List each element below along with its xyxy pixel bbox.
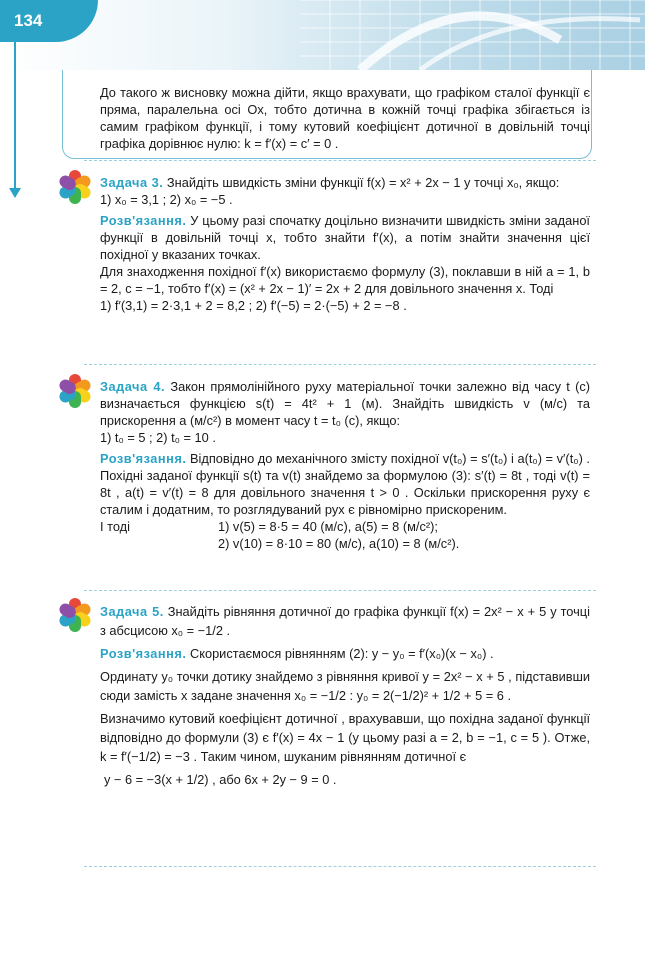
task3-condition: Знайдіть швидкість зміни функції f(x) = x² + 2x − 1 у точці x₀, якщо: (166, 175, 560, 190)
task4-section (100, 378, 590, 552)
task3-solution-p1: У цьому разі спочатку доцільно визначити швидкість зміни заданої функції в довільній точці x, тобто знайти f′(x), а потім знайти значення цієї похідної у вказаних точках. (100, 213, 590, 262)
divider (84, 866, 596, 867)
intro-section (100, 84, 590, 152)
task3-cases: 1) x₀ = 3,1 ; 2) x₀ = −5 . (100, 192, 233, 207)
task4-solution-p1: Відповідно до механічного змісту похідної v(t₀) = s′(t₀) і a(t₀) = v′(t₀) . Похідні заданої функції s(t) та v(t) знайдемо за формулою (3): s′(t) = 8t , тоді v(t) = 8t , a(t) = v′(t) = 8 для довільного значення t > 0 . Оскільки прискорення руху є сталим і додатним, то розглядуваний рух є рівномірно прискореним. (100, 451, 590, 517)
divider (84, 364, 596, 365)
task3-solution-p2: Для знаходження похідної f′(x) використаємо формулу (3), поклавши в ній a = 1, b = 2, c = −1, тобто f′(x) = (x² + 2x − 1)′ = 2x + 2 для довільного значення x. Тоді (100, 264, 590, 296)
page-number: 134 (14, 11, 43, 30)
side-arrow-icon (9, 188, 21, 198)
task5-answer: y − 6 = −3(x + 1/2) , або 6x + 2y − 9 = 0 . (104, 772, 337, 787)
task4-solution-label: Розв'язання. (100, 451, 187, 466)
task4-cases: 1) t₀ = 5 ; 2) t₀ = 10 . (100, 430, 216, 445)
task3-solution-p3: 1) f′(3,1) = 2·3,1 + 2 = 8,2 ; 2) f′(−5) = 2·(−5) + 2 = −8 . (100, 298, 407, 313)
task5-condition: Знайдіть рівняння дотичної до графіка функції f(x) = 2x² − x + 5 у точці з абсцисою x₀ = −1/2 . (100, 604, 590, 638)
task4-result2: 2) v(10) = 8·10 = 80 (м/с), a(10) = 8 (м/с²). (218, 536, 460, 551)
side-margin-line (14, 40, 16, 190)
task3-solution-label: Розв'язання. (100, 213, 187, 228)
task4-then: І тоді (100, 519, 130, 534)
task3-section (100, 174, 590, 314)
task4-result1: 1) v(5) = 8·5 = 40 (м/с), a(5) = 8 (м/с²); (218, 519, 438, 534)
task4-condition: Закон прямолінійного руху матеріальної точки залежно від часу t (с) визначається функцією s(t) = 4t² + 1 (м). Знайдіть швидкість v (м/с) та прискорення a (м/с²) в момент часу t = t₀ (с), якщо: (100, 379, 590, 428)
intro-text: До такого ж висновку можна дійти, якщо врахувати, що графіком сталої функції є пряма, паралельна осі Ox, тобто дотична в кожній точці графіка збігається із самим графіком функції, і тому кутовий коефіцієнт дотичної в довільній точці графіка дорівнює нулю: k = f′(x) = c′ = 0 . (100, 85, 590, 151)
divider (84, 160, 596, 161)
task4-label: Задача 4. (100, 379, 166, 394)
task5-solution-p3: Визначимо кутовий коефіцієнт дотичної , врахувавши, що похідна заданої функції відповідно до формули (3) є f′(x) = 4x − 1 (у цьому разі a = 2, b = −1, c = 5 ). Отже, k = f′(−1/2) = −3 . Таким чином, шуканим рівнянням дотичної є (100, 711, 590, 764)
task5-solution-p2: Ординату y₀ точки дотику знайдемо з рівняння кривої y = 2x² − x + 5 , підставивши сюди замість x задане значення x₀ = −1/2 : y₀ = 2(−1/2)² + 1/2 + 5 = 6 . (100, 669, 590, 703)
header-decoration (0, 0, 645, 70)
header-pattern (0, 0, 645, 70)
divider (84, 590, 596, 591)
task3-label: Задача 3. (100, 175, 164, 190)
flower-icon (58, 598, 92, 632)
task5-section (100, 602, 590, 793)
task5-solution-label: Розв'язання. (100, 646, 187, 661)
task5-solution-p1: Скористаємося рівнянням (2): y − y₀ = f′(x₀)(x − x₀) . (189, 646, 494, 661)
flower-icon (58, 170, 92, 204)
task5-label: Задача 5. (100, 604, 164, 619)
flower-icon (58, 374, 92, 408)
